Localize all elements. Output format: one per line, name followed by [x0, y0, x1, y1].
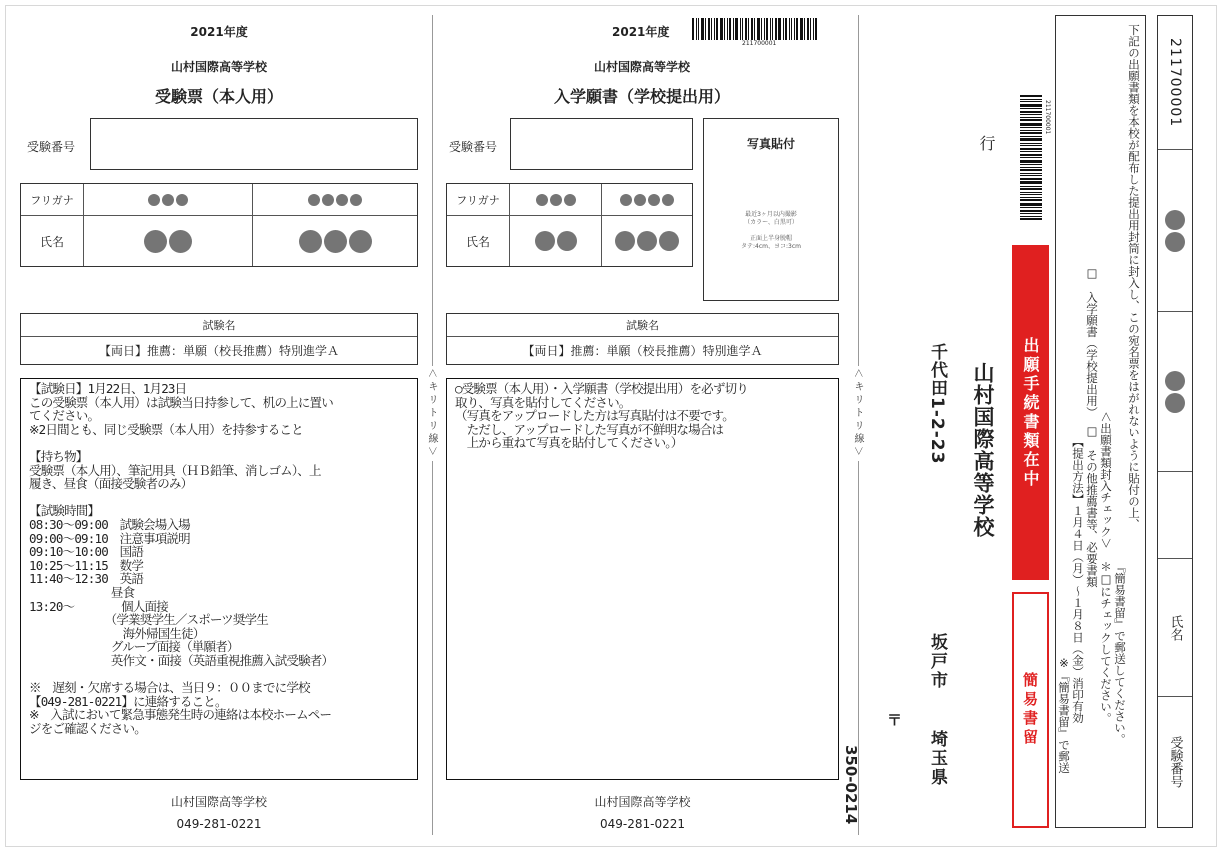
stub-name-label: 氏名 [1167, 614, 1183, 641]
stub-furigana-2 [1158, 312, 1192, 471]
stub-number: 211700001 [1167, 37, 1183, 128]
barcode-bar [733, 18, 734, 40]
stub-table [1157, 15, 1193, 828]
barcode-bar [735, 18, 738, 40]
middle-school-name: 山村国際高等学校 [593, 60, 690, 74]
barcode-bar [804, 18, 805, 40]
barcode-bar [789, 18, 790, 40]
left-year: 2021年度 [190, 25, 248, 39]
barcode-bar [1020, 123, 1042, 126]
barcode-bar [1020, 148, 1042, 150]
barcode-bar [754, 18, 755, 40]
barcode-bar [724, 18, 725, 40]
barcode-bar [701, 18, 704, 40]
instructions-line3: ＜出願書類封入チェック＞ ＊□にチェックしてください。 [1099, 411, 1113, 724]
barcode-bar [716, 18, 718, 40]
instructions-line1: 下記の出願書類を本校が配布した提出用封筒に封入し、この宛名票をはがれないように貼付の上、 [1127, 24, 1141, 530]
barcode-bar [705, 18, 706, 40]
barcode-bar [1020, 173, 1042, 174]
barcode-bar [1020, 111, 1042, 113]
middle-exam-no-label: 受験番号 [449, 140, 498, 154]
middle-barcode-number: 211700001 [742, 40, 777, 47]
instructions-box [1055, 15, 1146, 828]
middle-footer-phone: 049-281-0221 [599, 817, 685, 831]
stub-furigana-1 [1158, 150, 1192, 311]
barcode-bar [1020, 175, 1042, 176]
cut-mark-left: ＜キリトリ線＞ [426, 368, 437, 459]
barcode-bar [775, 18, 777, 40]
barcode-bar [796, 18, 798, 40]
postal-code: 350-0214 [842, 745, 860, 825]
left-footer-school: 山村国際高等学校 [170, 795, 267, 809]
barcode-bar [1020, 114, 1042, 115]
barcode-bar [1020, 188, 1042, 190]
barcode-bar [1020, 143, 1042, 144]
recipient-suffix: 行 [977, 135, 996, 151]
stub-number-cell [1158, 16, 1192, 149]
barcode-bar [714, 18, 715, 40]
barcode-bar [1020, 218, 1042, 220]
barcode-bar [770, 18, 771, 40]
barcode-bar [1020, 203, 1042, 206]
left-notice: 【試験日】1月22日、1月23日 この受験票（本人用）は試験当日持参して、机の上に置い てください。 ※2日間とも、同じ受験票（本人用）を持参すること 【持ち物】 受験票（本人用）、筆記用具（ＨＢ鉛筆、消しゴム）、上 履き、昼食（面接受験者のみ） 【試験時間】 08:30～09:00 試験会場入場 09:00～09:10 注意事項説明 09:10～10:00 国語 10:25～11:15 数学 11:40～12:30 英語 昼食 13:20～ 個人面接 （学業奨学生／スポーツ奨学生 海外帰国生徒） グループ面接（単願者） 英作文・面接（英語重視推薦入試受験者） ※ 遅刻・欠席する場合は、当日９：００までに学校 【049-281-0221】に連絡すること。 ※ 入試において緊急事態発生時の連絡は本校ホームペー ジをご確認ください。 [20, 378, 418, 780]
stub-exam-no-label: 受験番号 [1167, 736, 1183, 788]
barcode-bar [1020, 119, 1042, 121]
barcode-bar [1020, 178, 1042, 180]
barcode-bar [1020, 160, 1042, 163]
photo-line2: （カラー、白黒可） [744, 219, 798, 226]
middle-exam-no-field [510, 118, 693, 170]
left-furigana-given [253, 184, 417, 215]
barcode-bar [772, 18, 773, 40]
barcode-bar [1020, 117, 1042, 118]
middle-furigana-family [510, 184, 601, 215]
middle-exam-name-box [446, 313, 839, 365]
barcode-bar [810, 18, 811, 40]
barcode-bar [813, 18, 814, 40]
middle-name-table [446, 183, 693, 267]
middle-furigana-given [602, 184, 692, 215]
middle-furigana-label: フリガナ [456, 193, 500, 207]
stub-name-spacer [1158, 472, 1192, 558]
barcode-bar [1020, 199, 1042, 201]
barcode-bar [1020, 197, 1042, 198]
barcode-bar [1020, 207, 1042, 208]
barcode-bar [1020, 127, 1042, 128]
instructions-line5: 【提出方法】１月４日（月）～１月８日（金）消印有効 [1071, 436, 1085, 724]
barcode-bar [1020, 192, 1042, 193]
barcode-bar [745, 18, 747, 40]
left-name-given [253, 216, 417, 266]
barcode-bar [1020, 132, 1042, 134]
barcode-bar [708, 18, 710, 40]
registered-mail-text: 簡易書留 [1021, 672, 1039, 748]
barcode-bar [1020, 157, 1042, 158]
barcode-bar [692, 18, 694, 40]
barcode-bar [720, 18, 723, 40]
barcode-bar [1020, 154, 1042, 156]
left-exam-name-box [20, 313, 418, 365]
middle-exam-name: 【両日】推薦：単願（校長推薦）特別進学Ａ [522, 344, 763, 358]
barcode-bar [698, 18, 699, 40]
barcode-bar [785, 18, 787, 40]
barcode-bar [757, 18, 760, 40]
barcode-bar [727, 18, 728, 40]
envelope-barcode-number: 211700001 [1044, 100, 1051, 135]
barcode-bar [1020, 213, 1042, 214]
left-footer-phone: 049-281-0221 [176, 817, 262, 831]
registered-mail-box [1012, 592, 1049, 828]
photo-title: 写真貼付 [746, 137, 795, 151]
left-exam-no-label: 受験番号 [27, 140, 76, 154]
city: 坂戸市 [927, 633, 947, 690]
middle-barcode [692, 18, 819, 40]
address: 千代田1-2-23 [927, 343, 947, 465]
middle-notice: ○受験票（本人用）・入学願書（学校提出用）を必ず切り 取り、写真を貼付してください。 （写真をアップロードした方は写真貼付は不要です。 ただし、アップロードした写真が不鮮明な場合は 上から重ねて写真を貼付してください。） [446, 378, 839, 780]
left-exam-name-label: 試験名 [202, 319, 236, 332]
middle-exam-name-label: 試験名 [626, 319, 659, 332]
red-banner-text: 出願手続書類在中 [1021, 336, 1040, 489]
stub-exam-no-cell [1158, 697, 1192, 827]
barcode-bar [742, 18, 743, 40]
barcode-bar [1020, 101, 1042, 102]
barcode-bar [1020, 99, 1042, 100]
barcode-bar [778, 18, 781, 40]
barcode-bar [794, 18, 795, 40]
barcode-bar [711, 18, 712, 40]
left-name-table [20, 183, 418, 267]
left-furigana-family [84, 184, 252, 215]
left-exam-no-field [90, 118, 418, 170]
envelope-barcode [1020, 95, 1042, 222]
barcode-bar [764, 18, 765, 40]
photo-line4: タテ:4cm、ヨコ:3cm [741, 243, 801, 250]
barcode-bar [1020, 216, 1042, 217]
photo-line3: 正面上半身脱帽 [749, 235, 792, 242]
middle-year: 2021年度 [612, 25, 670, 39]
barcode-bar [761, 18, 762, 40]
middle-title: 入学願書（学校提出用） [553, 87, 730, 106]
stub-name-cell [1158, 559, 1192, 696]
cut-mark-right: ＜キリトリ線＞ [852, 368, 863, 459]
barcode-bar [1020, 130, 1042, 131]
barcode-bar [1020, 151, 1042, 152]
left-exam-name: 【両日】推薦：単願（校長推薦）特別進学Ａ [98, 344, 339, 358]
barcode-bar [1020, 138, 1042, 141]
left-furigana-label: フリガナ [30, 193, 74, 207]
recipient: 山村国際高等学校 [971, 362, 995, 538]
barcode-bar [1020, 136, 1042, 137]
middle-name-family [510, 216, 601, 266]
barcode-bar [748, 18, 749, 40]
barcode-bar [791, 18, 792, 40]
barcode-bar [729, 18, 731, 40]
barcode-bar [1020, 194, 1042, 195]
postal-mark: 〒 [885, 712, 903, 727]
middle-name-label: 氏名 [465, 234, 490, 249]
barcode-bar [1020, 108, 1042, 109]
instructions-line2: 『簡易書留』で郵送してください。 [1113, 561, 1127, 745]
barcode-bar [740, 18, 741, 40]
photo-box [703, 118, 839, 301]
barcode-bar [1020, 145, 1042, 146]
barcode-bar [1020, 95, 1042, 97]
barcode-bar [1020, 164, 1042, 165]
barcode-bar [1020, 186, 1042, 187]
red-banner [1012, 245, 1049, 580]
barcode-bar [1020, 210, 1042, 212]
instructions-line6: ※『簡易書留』で郵送 [1057, 656, 1071, 774]
middle-footer-school: 山村国際高等学校 [594, 795, 691, 809]
barcode-bar [696, 18, 697, 40]
barcode-bar [815, 18, 817, 40]
left-name-label: 氏名 [39, 234, 64, 249]
barcode-bar [807, 18, 809, 40]
left-school-name: 山村国際高等学校 [170, 60, 267, 74]
barcode-bar [751, 18, 753, 40]
left-title: 受験票（本人用） [154, 87, 283, 106]
left-name-family [84, 216, 252, 266]
barcode-bar [1020, 169, 1042, 171]
barcode-bar [766, 18, 768, 40]
middle-name-given [602, 216, 692, 266]
photo-line1: 最近3ヶ月以内撮影 [745, 211, 797, 218]
barcode-bar [783, 18, 784, 40]
instructions-line4: □ 入学願書（学校提出用） □ その他推薦書等、必要書類 [1085, 266, 1099, 588]
barcode-bar [1020, 167, 1042, 168]
barcode-bar [1020, 104, 1042, 107]
prefecture: 埼玉県 [927, 730, 947, 787]
barcode-bar [800, 18, 803, 40]
barcode-bar [1020, 181, 1042, 184]
